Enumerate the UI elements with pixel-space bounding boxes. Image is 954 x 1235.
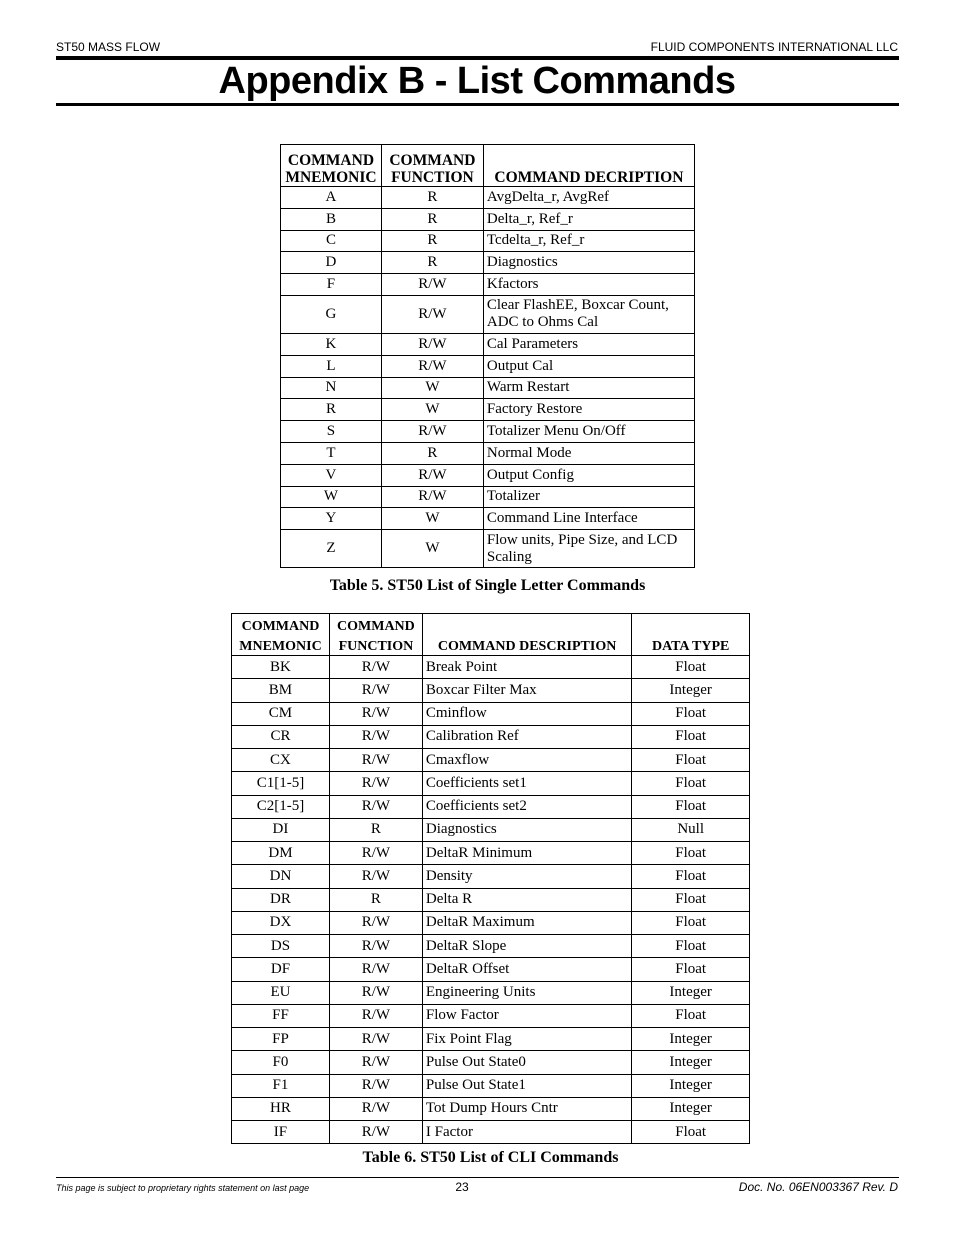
cell-function: R/W [329,935,422,958]
cell-data-type: Float [632,911,750,934]
cell-mnemonic: DM [232,842,330,865]
table-row [232,1074,750,1097]
cell-data-type: Float [632,656,750,679]
column-header-mnemonic-line2: MNEMONIC [232,635,330,656]
table-row [232,725,750,748]
cell-mnemonic: F0 [232,1051,330,1074]
cell-function: R/W [329,772,422,795]
cell-data-type: Float [632,958,750,981]
cell-mnemonic: BK [232,656,330,679]
cell-mnemonic: Z [281,530,382,568]
title-rule [56,103,899,106]
cell-function: R/W [381,464,483,486]
cell-data-type: Float [632,865,750,888]
cell-mnemonic: G [281,295,382,333]
cell-mnemonic: CM [232,702,330,725]
table-row [232,795,750,818]
cell-function: R/W [381,421,483,443]
cell-function: R [381,187,483,209]
cell-function: R/W [329,911,422,934]
cell-function: R [381,208,483,230]
cell-data-type: Float [632,772,750,795]
table-row [232,1121,750,1144]
cell-function: R [381,252,483,274]
table-row [232,1051,750,1074]
table-row [281,333,695,355]
cell-description: Cmaxflow [422,749,631,772]
cell-function: R/W [381,274,483,296]
table-row [281,464,695,486]
table-row [281,421,695,443]
cell-description: Cminflow [422,702,631,725]
cell-description: Normal Mode [483,442,694,464]
table6-caption: Table 6. ST50 List of CLI Commands [362,1149,619,1166]
page-title: Appendix B - List Commands [218,60,736,102]
table-row [232,911,750,934]
cell-description: Coefficients set2 [422,795,631,818]
cell-description: Tcdelta_r, Ref_r [483,230,694,252]
table-row [232,981,750,1004]
cell-mnemonic: L [281,355,382,377]
header-product: ST50 MASS FLOW [56,40,161,54]
column-header-mnemonic [281,145,382,187]
cell-mnemonic: DI [232,818,330,841]
cell-description: Delta_r, Ref_r [483,208,694,230]
cell-mnemonic: HR [232,1097,330,1120]
table-header-row [281,145,695,187]
table-row [232,1004,750,1027]
cell-function: R [381,442,483,464]
header-line: MNEMONIC [285,169,377,186]
cell-data-type: Integer [632,1028,750,1051]
cell-description: Fix Point Flag [422,1028,631,1051]
cell-description: Flow Factor [422,1004,631,1027]
column-header-mnemonic-line1: COMMAND [232,614,330,635]
cell-description: Break Point [422,656,631,679]
cell-description: Totalizer [483,486,694,508]
cell-data-type: Float [632,842,750,865]
table-row [232,958,750,981]
cell-mnemonic: C2[1-5] [232,795,330,818]
footer-rule [56,1177,899,1178]
cell-mnemonic: B [281,208,382,230]
cell-data-type: Float [632,888,750,911]
cell-function: R/W [329,725,422,748]
cell-description: Output Config [483,464,694,486]
cell-description: I Factor [422,1121,631,1144]
cell-function: R/W [329,679,422,702]
cell-description: Pulse Out State0 [422,1051,631,1074]
table5-caption: Table 5. ST50 List of Single Letter Commands [329,577,646,594]
cell-function: R/W [329,1097,422,1120]
cell-mnemonic: DX [232,911,330,934]
column-header-description: COMMAND DECRIPTION [483,145,694,187]
cell-mnemonic: F [281,274,382,296]
cell-mnemonic: BM [232,679,330,702]
cell-data-type: Float [632,749,750,772]
cell-description: Diagnostics [422,818,631,841]
cell-mnemonic: S [281,421,382,443]
cell-description: Pulse Out State1 [422,1074,631,1097]
cell-description: Factory Restore [483,399,694,421]
cell-description: Engineering Units [422,981,631,1004]
table-row [281,295,695,333]
table-row [281,399,695,421]
table-row [281,252,695,274]
cell-function: W [381,530,483,568]
cli-commands-table [231,613,750,1144]
table-row [232,888,750,911]
header-line: COMMAND [389,152,476,169]
table-row [232,842,750,865]
cell-function: R/W [329,958,422,981]
cell-description: Density [422,865,631,888]
cell-description: DeltaR Offset [422,958,631,981]
cell-description: Boxcar Filter Max [422,679,631,702]
table-header-row [232,614,750,635]
cell-mnemonic: V [281,464,382,486]
cell-description: Cal Parameters [483,333,694,355]
cell-data-type: Integer [632,1097,750,1120]
column-header-function-line2: FUNCTION [329,635,422,656]
cell-function: W [381,508,483,530]
cell-function: R/W [329,1028,422,1051]
table-row [281,442,695,464]
cell-function: R/W [329,749,422,772]
cell-data-type: Float [632,935,750,958]
column-header-function-line1: COMMAND [329,614,422,635]
cell-description: Command Line Interface [483,508,694,530]
cell-function: R/W [381,355,483,377]
cell-mnemonic: N [281,377,382,399]
table-row [232,702,750,725]
cell-function: R/W [381,333,483,355]
cell-mnemonic: EU [232,981,330,1004]
cell-description: Calibration Ref [422,725,631,748]
cell-mnemonic: F1 [232,1074,330,1097]
cell-function: R/W [329,1051,422,1074]
cell-function: R/W [329,1074,422,1097]
cell-function: R/W [381,295,483,333]
cell-mnemonic: DS [232,935,330,958]
cell-data-type: Float [632,795,750,818]
cell-mnemonic: FF [232,1004,330,1027]
cell-data-type: Null [632,818,750,841]
table-row [232,1097,750,1120]
cell-mnemonic: DF [232,958,330,981]
cell-function: W [381,377,483,399]
cell-mnemonic: CR [232,725,330,748]
header-line: FUNCTION [391,169,474,186]
table-row [232,935,750,958]
cell-description: DeltaR Minimum [422,842,631,865]
cell-description: Kfactors [483,274,694,296]
cell-function: R/W [381,486,483,508]
cell-data-type: Integer [632,1051,750,1074]
table-row [281,274,695,296]
cell-mnemonic: Y [281,508,382,530]
cell-data-type: Integer [632,981,750,1004]
cell-mnemonic: DR [232,888,330,911]
cell-mnemonic: W [281,486,382,508]
cell-mnemonic: A [281,187,382,209]
table-row [281,355,695,377]
cell-description: Delta R [422,888,631,911]
cell-mnemonic: T [281,442,382,464]
cell-mnemonic: CX [232,749,330,772]
cell-mnemonic: IF [232,1121,330,1144]
column-header-function [381,145,483,187]
cell-function: R/W [329,865,422,888]
cell-function: R/W [329,981,422,1004]
cell-mnemonic: C [281,230,382,252]
cell-mnemonic: DN [232,865,330,888]
table-row [281,508,695,530]
table-row [232,1028,750,1051]
table-row [281,208,695,230]
cell-data-type: Float [632,702,750,725]
table-row [281,377,695,399]
table-row [232,679,750,702]
table-row [232,818,750,841]
cell-mnemonic: D [281,252,382,274]
column-header-data-type: DATA TYPE [632,614,750,656]
table-row [232,772,750,795]
table-row [281,486,695,508]
footer-proprietary-note: This page is subject to proprietary rights statement on last page [56,1183,310,1193]
cell-description: Clear FlashEE, Boxcar Count, ADC to Ohms Cal [483,295,694,333]
table-row [232,656,750,679]
cell-mnemonic: R [281,399,382,421]
cell-function: R/W [329,795,422,818]
cell-description: Warm Restart [483,377,694,399]
cell-function: W [381,399,483,421]
cell-description: DeltaR Maximum [422,911,631,934]
document-number: Doc. No. 06EN003367 Rev. D [738,1180,898,1194]
cell-description: Flow units, Pipe Size, and LCD Scaling [483,530,694,568]
cell-function: R/W [329,1121,422,1144]
header-company: FLUID COMPONENTS INTERNATIONAL LLC [650,40,898,54]
cell-description: Output Cal [483,355,694,377]
page-number: 23 [455,1180,469,1194]
cell-data-type: Integer [632,1074,750,1097]
cell-data-type: Float [632,1004,750,1027]
table-row [281,187,695,209]
table-row [281,530,695,568]
table-row [232,865,750,888]
cell-description: Coefficients set1 [422,772,631,795]
cell-mnemonic: K [281,333,382,355]
cell-description: Tot Dump Hours Cntr [422,1097,631,1120]
cell-description: Diagnostics [483,252,694,274]
cell-function: R/W [329,842,422,865]
cell-data-type: Float [632,725,750,748]
cell-function: R/W [329,656,422,679]
cell-mnemonic: C1[1-5] [232,772,330,795]
table-row [232,749,750,772]
header-line: COMMAND [287,152,375,169]
cell-function: R [329,888,422,911]
single-letter-commands-table [280,144,695,568]
cell-description: DeltaR Slope [422,935,631,958]
cell-description: AvgDelta_r, AvgRef [483,187,694,209]
table-row [281,230,695,252]
cell-data-type: Float [632,1121,750,1144]
cell-function: R/W [329,702,422,725]
cell-data-type: Integer [632,679,750,702]
cell-mnemonic: FP [232,1028,330,1051]
cell-function: R [381,230,483,252]
cell-function: R [329,818,422,841]
cell-function: R/W [329,1004,422,1027]
cell-description: Totalizer Menu On/Off [483,421,694,443]
column-header-description: COMMAND DESCRIPTION [422,614,631,656]
